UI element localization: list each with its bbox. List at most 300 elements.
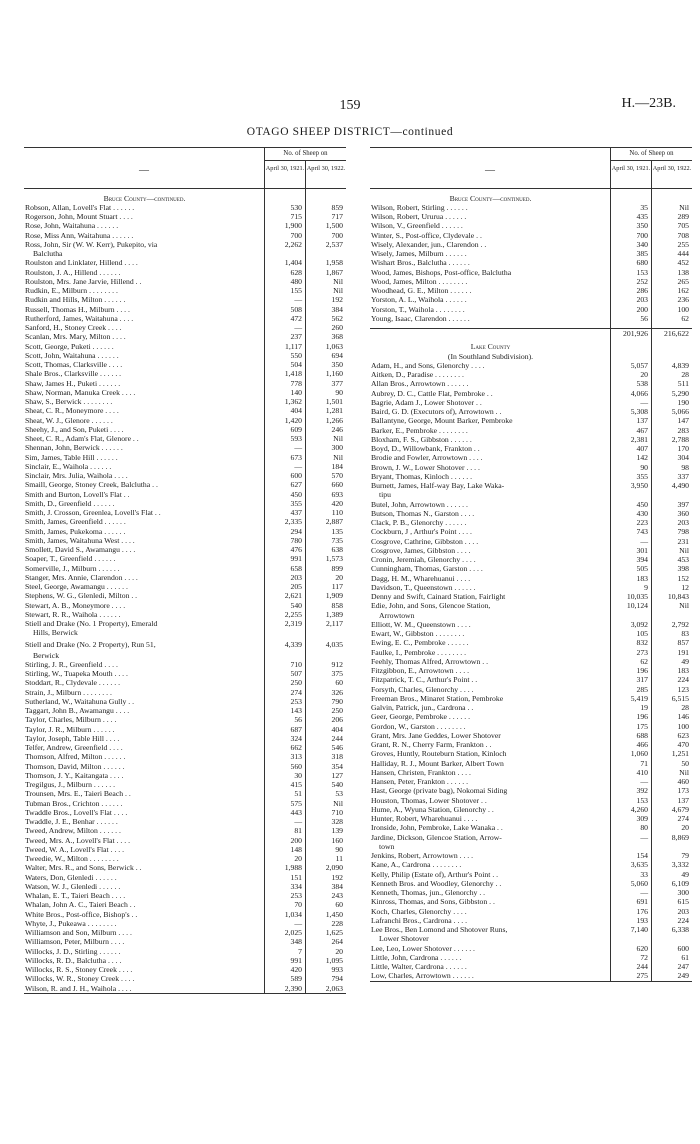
table-row bbox=[24, 919, 346, 928]
sheep-count-1921: 244 bbox=[636, 962, 648, 971]
sheep-count-1922: 49 bbox=[681, 656, 689, 666]
sheep-count-1922: 135 bbox=[331, 526, 343, 536]
owner-name: Wood, James, Milton . . . . . . . . bbox=[371, 276, 468, 286]
sheep-count-1922: 79 bbox=[681, 851, 689, 860]
owner-name: Wilson, Robert, Stirling . . . . . . bbox=[371, 202, 468, 212]
sheep-count-1921: 1,418 bbox=[284, 369, 302, 379]
table-row bbox=[370, 601, 692, 610]
sheep-count-1922: 638 bbox=[331, 545, 343, 554]
sheep-count-1922: 190 bbox=[677, 397, 689, 407]
table-row bbox=[24, 416, 346, 425]
owner-name: Tweed, Mrs. A., Lovell's Flat . . . . bbox=[25, 835, 131, 845]
table-row bbox=[370, 749, 692, 758]
sheep-count-1921: 2,255 bbox=[284, 609, 302, 619]
owner-name: Roulston, J. A., Hillend . . . . . . bbox=[25, 267, 121, 277]
owner-name: Baird, G. D. (Executors of), Arrowtown . . bbox=[371, 407, 502, 416]
sheep-count-1921: — bbox=[640, 777, 648, 786]
sheep-count-1921: 286 bbox=[636, 286, 648, 295]
sheep-count-1921: 275 bbox=[636, 971, 648, 981]
sheep-count-1922: 20 bbox=[335, 572, 343, 582]
sheep-count-1922: 90 bbox=[335, 387, 343, 397]
sheep-count-1922: 859 bbox=[331, 202, 343, 212]
owner-name: Wilson, V., Greenfield . . . . . . bbox=[371, 221, 463, 231]
owner-name: Wilson, Robert, Ururua . . . . . . bbox=[371, 212, 467, 221]
sheep-count-1921: 688 bbox=[636, 730, 648, 740]
sheep-count-1922: 243 bbox=[331, 891, 343, 900]
sheep-count-1921: 673 bbox=[290, 452, 302, 462]
sheep-count-1921: 200 bbox=[636, 304, 648, 314]
sheep-count-1922: 710 bbox=[331, 807, 343, 817]
sheep-count-1922: 2,090 bbox=[325, 863, 343, 873]
sheep-count-1922: 4,035 bbox=[325, 639, 343, 649]
sheep-count-1922: 49 bbox=[681, 869, 689, 879]
sheep-count-1922: 857 bbox=[677, 638, 689, 648]
owner-name: Taylor, Joseph, Table Hill . . . . bbox=[25, 733, 120, 743]
sheep-count-1922: 858 bbox=[331, 600, 343, 610]
sheep-count-1921: 70 bbox=[294, 900, 302, 910]
table-row bbox=[24, 715, 346, 724]
owner-name: Jardine, Dickson, Glencoe Station, Arrow- bbox=[371, 832, 502, 842]
table-row bbox=[370, 851, 692, 860]
owner-name: Allan Bros., Arrowtown . . . . . . bbox=[371, 379, 469, 389]
sheep-count-1922: 1,251 bbox=[671, 749, 689, 759]
owner-name: Low, Charles, Arrowtown . . . . . . bbox=[371, 971, 474, 981]
sheep-count-1922 bbox=[651, 490, 692, 499]
owner-name: Steel, George, Awamangu . . . . . . bbox=[25, 582, 128, 591]
table-row bbox=[370, 620, 692, 629]
sheep-count-1922: 264 bbox=[331, 937, 343, 947]
table-row bbox=[370, 722, 692, 731]
sheep-count-1922: 247 bbox=[677, 962, 689, 971]
owner-name: Bagrie, Adam J., Lower Shotover . . bbox=[371, 397, 482, 407]
sheep-count-1922: 192 bbox=[331, 295, 343, 305]
owner-name: Stiell and Drake (No. 1 Property), Emerald bbox=[25, 619, 158, 628]
table-row bbox=[370, 435, 692, 444]
table-row bbox=[370, 814, 692, 823]
owner-name: Smith, James, Waitahuna West . . . . bbox=[25, 535, 135, 545]
table-row bbox=[370, 221, 692, 230]
sheep-count-1921: 538 bbox=[636, 379, 648, 389]
table-row bbox=[24, 601, 346, 610]
sheep-count-1921 bbox=[264, 651, 305, 660]
sheep-count-1922: 460 bbox=[677, 777, 689, 786]
sheep-count-1922: 28 bbox=[681, 370, 689, 379]
table-row bbox=[370, 657, 692, 666]
sheep-count-1921: 153 bbox=[636, 267, 648, 277]
table-row bbox=[370, 768, 692, 777]
table-row bbox=[370, 546, 692, 555]
owner-name: Williamson, Peter, Milburn . . . . bbox=[25, 937, 125, 947]
table-row bbox=[24, 789, 346, 798]
sheep-count-1922: 138 bbox=[677, 267, 689, 277]
table-row bbox=[370, 879, 692, 888]
table-row bbox=[24, 610, 346, 619]
owner-name: Scott, Thomas, Clarksville . . . . bbox=[25, 360, 123, 369]
owner-name: Ewart, W., Gibbston . . . . . . . . bbox=[371, 629, 465, 638]
owner-name: Yorston, T., Waihola . . . . . . . . bbox=[371, 304, 465, 314]
sheep-count-1921: 467 bbox=[636, 425, 648, 435]
owner-name: Robson, Allan, Lovell's Flat . . . . . . bbox=[25, 202, 135, 212]
sheep-count-1922: 100 bbox=[677, 721, 689, 731]
owner-name: Rudkin, E., Milburn . . . . . . . . bbox=[25, 286, 118, 295]
owner-name: Hills, Berwick bbox=[33, 628, 78, 638]
table-row bbox=[24, 554, 346, 563]
owner-name: Taylor, J. R., Milburn . . . . . . bbox=[25, 724, 115, 734]
sheep-count-1922: 377 bbox=[331, 378, 343, 388]
owner-name: Lafranchi Bros., Cardrona . . . . bbox=[371, 915, 468, 925]
sheep-count-1921: 609 bbox=[290, 424, 302, 434]
sheep-count-1921: 680 bbox=[636, 258, 648, 268]
sheep-count-1922: 203 bbox=[677, 906, 689, 916]
owner-name: Smollett, David S., Awamangu . . . . bbox=[25, 545, 136, 554]
owner-name: Shaw, S., Berwick . . . . . . . . bbox=[25, 397, 113, 406]
owner-name: Thomson, Alfred, Milton . . . . . . bbox=[25, 752, 126, 762]
owner-name: Russell, Thomas H., Milburn . . . . bbox=[25, 304, 130, 314]
owner-name: Taggart, John B., Awamangu . . . . bbox=[25, 706, 130, 715]
sheep-count-1921: 3,635 bbox=[630, 860, 648, 870]
owner-name: Thomson, David, Milton . . . . . . bbox=[25, 761, 125, 771]
sheep-count-1922: 283 bbox=[677, 425, 689, 435]
sheep-count-1921: 443 bbox=[290, 807, 302, 817]
sheep-count-1922: 360 bbox=[677, 508, 689, 518]
sheep-count-1921: 2,390 bbox=[284, 983, 302, 993]
sheep-count-1922: 1,063 bbox=[325, 341, 343, 351]
right-table bbox=[370, 147, 692, 982]
table-row bbox=[24, 873, 346, 882]
sheep-count-1921: — bbox=[294, 323, 302, 332]
table-row bbox=[370, 629, 692, 638]
table-row bbox=[370, 648, 692, 657]
owner-name: Rudkin and Hills, Milton . . . . . . bbox=[25, 295, 126, 305]
owner-name: Hume, A., Wyuna Station, Glenorchy . . bbox=[371, 804, 494, 814]
sheep-count-1921: 593 bbox=[290, 434, 302, 443]
sheep-count-1922: 20 bbox=[681, 823, 689, 833]
table-row bbox=[370, 398, 692, 407]
sheep-count-1922: Nil bbox=[679, 767, 689, 777]
owner-name: Sinclair, E., Waihola . . . . . . bbox=[25, 461, 112, 471]
owner-name: Berwick bbox=[33, 650, 60, 660]
sheep-count-1922: 192 bbox=[331, 872, 343, 882]
owner-name: Faulke, I., Pembroke . . . . . . . . bbox=[371, 647, 467, 657]
table-row bbox=[24, 573, 346, 582]
table-row bbox=[370, 971, 692, 980]
owner-name: Ironside, John, Pembroke, Lake Wanaka . . bbox=[371, 823, 503, 833]
column-header-1921: April 30, 1921. bbox=[610, 161, 651, 188]
sheep-count-1921: 140 bbox=[290, 387, 302, 397]
owner-name: Rogerson, John, Mount Stuart . . . . bbox=[25, 212, 133, 221]
sheep-count-1922: 110 bbox=[331, 508, 343, 517]
owner-name: Smith, James, Greenfield . . . . . . bbox=[25, 517, 126, 527]
table-row bbox=[370, 944, 692, 953]
table-row bbox=[370, 759, 692, 768]
owner-name: Shaw, James H., Puketi . . . . . . bbox=[25, 378, 121, 388]
sheep-count-1921: 317 bbox=[636, 675, 648, 685]
table-row bbox=[370, 888, 692, 897]
sheep-count-1921: 20 bbox=[640, 370, 648, 379]
table-row bbox=[24, 332, 346, 341]
sheep-count-1921: 627 bbox=[290, 480, 302, 490]
total-1921: 201,926 bbox=[623, 328, 648, 338]
owner-name: Sheat, C. R., Moneymore . . . . bbox=[25, 406, 119, 416]
table-row bbox=[24, 517, 346, 526]
sheep-count-1922: 420 bbox=[331, 498, 343, 508]
sheep-count-1921: 355 bbox=[636, 471, 648, 481]
sheep-count-1922: 8,869 bbox=[671, 832, 689, 842]
owner-name: Groves, Huntly, Routeburn Station, Kinloch bbox=[371, 749, 507, 759]
sheep-count-1921: 294 bbox=[290, 526, 302, 536]
sheep-count-1922: 1,500 bbox=[325, 221, 343, 231]
sheep-count-1922: 6,515 bbox=[671, 693, 689, 703]
sheep-count-1921: 628 bbox=[290, 267, 302, 277]
sheep-count-1921: 10,124 bbox=[626, 601, 648, 611]
sheep-count-1921: 252 bbox=[636, 276, 648, 286]
sheep-count-1922: 384 bbox=[331, 304, 343, 314]
sheep-count-1922: 28 bbox=[681, 703, 689, 712]
sheep-count-1921: 1,420 bbox=[284, 415, 302, 425]
sheep-count-1922: 224 bbox=[677, 915, 689, 925]
owner-name: Stanger, Mrs. Annie, Clarendon . . . . bbox=[25, 572, 138, 582]
sheep-count-1921: 710 bbox=[290, 659, 302, 669]
sheep-count-1921: — bbox=[294, 443, 302, 453]
sheep-count-1922: 265 bbox=[677, 276, 689, 286]
table-row bbox=[24, 845, 346, 854]
owner-name: Taylor, Charles, Milburn . . . . bbox=[25, 715, 117, 725]
table-row bbox=[370, 453, 692, 462]
sheep-count-1921: 435 bbox=[636, 212, 648, 221]
sheep-count-1921: 1,988 bbox=[284, 863, 302, 873]
sheep-count-1922: 794 bbox=[331, 974, 343, 984]
sheep-count-1921: 253 bbox=[290, 891, 302, 900]
sheep-count-1921: 662 bbox=[290, 743, 302, 752]
owner-name: Whalan, E. T., Taieri Beach . . . . bbox=[25, 891, 126, 900]
sheep-count-1922: 62 bbox=[681, 313, 689, 323]
table-row bbox=[370, 870, 692, 879]
report-reference: H.—23B. bbox=[621, 96, 676, 111]
sheep-count-1922: 53 bbox=[335, 789, 343, 799]
table-row bbox=[24, 221, 346, 230]
table-row bbox=[370, 240, 692, 249]
sheep-count-1921: 658 bbox=[290, 563, 302, 573]
table-row bbox=[370, 314, 692, 323]
total-label bbox=[370, 329, 610, 338]
sheep-count-1921: 203 bbox=[636, 295, 648, 305]
owner-name: Boyd, D., Willowbank, Frankton . . bbox=[371, 444, 480, 453]
sheep-count-1922: 453 bbox=[677, 555, 689, 564]
owner-name: Clack, P. B., Glenorchy . . . . . . bbox=[371, 518, 467, 527]
table-row bbox=[24, 956, 346, 965]
table-row bbox=[24, 965, 346, 974]
sheep-count-1921: 200 bbox=[290, 835, 302, 845]
table-row bbox=[24, 651, 346, 660]
sheep-count-1921: 154 bbox=[636, 851, 648, 860]
sheep-count-1921: 193 bbox=[636, 915, 648, 925]
sheep-count-1921 bbox=[610, 934, 651, 943]
sheep-count-1922: 444 bbox=[677, 249, 689, 258]
sheep-count-1922: 404 bbox=[331, 724, 343, 734]
owner-name: Stirling, J. R., Greenfield . . . . bbox=[25, 659, 118, 669]
sheep-count-1922: 899 bbox=[331, 563, 343, 573]
sheep-count-1921: — bbox=[294, 817, 302, 826]
sheep-count-1921: — bbox=[640, 888, 648, 897]
sheep-count-1922: 206 bbox=[331, 715, 343, 725]
sheep-count-1921: 309 bbox=[636, 814, 648, 823]
table-row bbox=[370, 379, 692, 388]
sheep-count-1922: 694 bbox=[331, 350, 343, 360]
owner-name: Tweedie, W., Milton . . . . . . . . bbox=[25, 854, 119, 863]
sheep-count-1922: 1,867 bbox=[325, 267, 343, 277]
sheep-count-1921: 430 bbox=[636, 508, 648, 518]
table-row bbox=[24, 295, 346, 304]
sheep-count-1922: 184 bbox=[331, 461, 343, 471]
left-table bbox=[24, 147, 346, 994]
sheep-count-1921: 20 bbox=[294, 854, 302, 863]
owner-name: Sheat, W. J., Glenore . . . . . . bbox=[25, 415, 113, 425]
sheep-count-1921: 72 bbox=[640, 952, 648, 962]
table-row bbox=[370, 370, 692, 379]
table-row bbox=[370, 777, 692, 786]
table-row bbox=[24, 480, 346, 489]
name-column-header: — bbox=[485, 165, 495, 176]
name-column-header: — bbox=[139, 165, 149, 176]
sheep-count-1921: 550 bbox=[290, 350, 302, 360]
sheep-count-1922: 384 bbox=[331, 881, 343, 891]
column-header-1921: April 30, 1921. bbox=[264, 161, 305, 188]
sheep-count-1921 bbox=[610, 611, 651, 620]
sheep-count-1922: 117 bbox=[331, 582, 343, 591]
sheep-count-1922 bbox=[651, 611, 692, 620]
sheep-count-1921: 155 bbox=[290, 286, 302, 295]
sheep-count-1921: 274 bbox=[290, 687, 302, 697]
owner-name: Geer, George, Pembroke . . . . . . bbox=[371, 712, 471, 722]
owner-name: Rose, Miss Ann, Waitahuna . . . . . . bbox=[25, 230, 134, 240]
sheep-count-group-header: No. of Sheep on bbox=[610, 148, 692, 161]
table-row bbox=[24, 937, 346, 946]
sheep-count-1922: 326 bbox=[331, 687, 343, 697]
sheep-count-1921: 575 bbox=[290, 798, 302, 808]
sheep-count-1921: 404 bbox=[290, 406, 302, 416]
sheep-count-1921: 3,092 bbox=[630, 619, 648, 629]
table-row bbox=[370, 740, 692, 749]
sheep-count-1921: 56 bbox=[294, 715, 302, 725]
sheep-count-1921: 540 bbox=[290, 600, 302, 610]
table-row bbox=[24, 836, 346, 845]
owner-name: Grant, R. N., Cherry Farm, Frankton . . bbox=[371, 740, 492, 749]
owner-name: Shaw, Norman, Manuka Creek . . . . bbox=[25, 387, 136, 397]
owner-name: Yorston, A. L., Waihola . . . . . . bbox=[371, 295, 467, 305]
owner-name: Freeman Bros., Minaret Station, Pembroke bbox=[371, 693, 504, 703]
sheep-count-1921: 991 bbox=[290, 955, 302, 965]
table-row bbox=[370, 564, 692, 573]
sheep-count-1922: 2,887 bbox=[325, 517, 343, 527]
sheep-count-1922: 183 bbox=[677, 666, 689, 675]
sheep-count-1921: 348 bbox=[290, 937, 302, 947]
table-row bbox=[24, 379, 346, 388]
sheep-count-1921: 33 bbox=[640, 869, 648, 879]
sheep-count-1921: 196 bbox=[636, 712, 648, 722]
table-row bbox=[24, 286, 346, 295]
column-header-1922: April 30, 1922. bbox=[651, 161, 692, 188]
owner-name: Fitzpatrick, T. C., Arthur's Point . . bbox=[371, 675, 478, 685]
owner-name: Gordon, W., Garston . . . . . . . . bbox=[371, 721, 466, 731]
sheep-count-1921 bbox=[610, 490, 651, 499]
table-row bbox=[24, 323, 346, 332]
owner-name: Hansen, Peter, Frankton . . . . . . bbox=[371, 777, 469, 786]
owner-name: Sim, James, Table Hill . . . . . . bbox=[25, 452, 118, 462]
table-row bbox=[24, 462, 346, 471]
sheep-count-1921: 2,335 bbox=[284, 517, 302, 527]
sheep-count-1922: 354 bbox=[331, 761, 343, 771]
sheep-count-1922 bbox=[305, 651, 346, 660]
sheep-count-1921: 832 bbox=[636, 638, 648, 648]
sheep-count-1922: 289 bbox=[677, 212, 689, 221]
sheep-count-1921: 143 bbox=[290, 706, 302, 715]
table-row bbox=[370, 962, 692, 971]
table-row bbox=[24, 240, 346, 249]
sheep-count-1922: 570 bbox=[331, 471, 343, 480]
sheep-count-1922: 162 bbox=[677, 286, 689, 295]
table-row bbox=[24, 771, 346, 780]
sheep-count-1922: 12 bbox=[681, 582, 689, 592]
table-row bbox=[370, 203, 692, 212]
sheep-count-1921: 715 bbox=[290, 212, 302, 221]
owner-name: Willocks, R. S., Stoney Creek . . . . bbox=[25, 965, 133, 974]
sheep-count-1922: 700 bbox=[331, 230, 343, 240]
owner-name: Elliott, W. M., Queenstown . . . . bbox=[371, 619, 471, 629]
sheep-count-1922: 137 bbox=[677, 795, 689, 805]
owner-name: Winter, S., Post-office, Clydevale . . bbox=[371, 230, 482, 240]
table-row bbox=[24, 406, 346, 415]
sheep-count-1922: 1,281 bbox=[325, 406, 343, 416]
table-row bbox=[370, 537, 692, 546]
sheep-count-1922: 368 bbox=[331, 332, 343, 342]
sheep-count-1921: 2,621 bbox=[284, 591, 302, 601]
table-row bbox=[24, 780, 346, 789]
sheep-count-1921: 2,262 bbox=[284, 239, 302, 249]
table-row bbox=[370, 592, 692, 601]
sheep-count-1921: 420 bbox=[290, 965, 302, 974]
sheep-count-1922: 304 bbox=[677, 453, 689, 463]
sheep-count-1921: 2,025 bbox=[284, 928, 302, 937]
sheep-count-1922: 2,788 bbox=[671, 434, 689, 444]
cell-1921 bbox=[610, 194, 651, 203]
table-row bbox=[24, 752, 346, 761]
table-row bbox=[370, 426, 692, 435]
owner-name: Aubrey, D. C., Cattle Flat, Pembroke . . bbox=[371, 388, 493, 398]
page-number: 159 bbox=[339, 98, 361, 113]
sheep-count-1921: 507 bbox=[290, 669, 302, 678]
table-row bbox=[370, 842, 692, 851]
sheep-count-1921: 7,140 bbox=[630, 925, 648, 934]
owner-name: Smaill, George, Stoney Creek, Balclutha . . bbox=[25, 480, 158, 490]
owner-name: Sanford, H., Stoney Creek . . . . bbox=[25, 323, 122, 332]
table-row bbox=[24, 725, 346, 734]
sheep-count-1921: 5,308 bbox=[630, 407, 648, 416]
sheep-count-1921: 56 bbox=[640, 313, 648, 323]
sheep-count-1922: 337 bbox=[677, 471, 689, 481]
sheep-count-1922: 452 bbox=[677, 258, 689, 268]
owner-name: Walter, Mrs. R., and Sons, Berwick . . bbox=[25, 863, 142, 873]
sheep-count-1922: Nil bbox=[679, 202, 689, 212]
table-row bbox=[24, 443, 346, 452]
table-row bbox=[370, 472, 692, 481]
sheep-count-1921: 324 bbox=[290, 733, 302, 743]
owner-name: Sinclair, Mrs. Julia, Waihola . . . . bbox=[25, 471, 128, 480]
table-row bbox=[370, 286, 692, 295]
table-row bbox=[370, 675, 692, 684]
sheep-count-1922: 1,909 bbox=[325, 591, 343, 601]
owner-name: Tubman Bros., Crichton . . . . . . bbox=[25, 798, 123, 808]
sheep-count-1922: 90 bbox=[335, 844, 343, 854]
